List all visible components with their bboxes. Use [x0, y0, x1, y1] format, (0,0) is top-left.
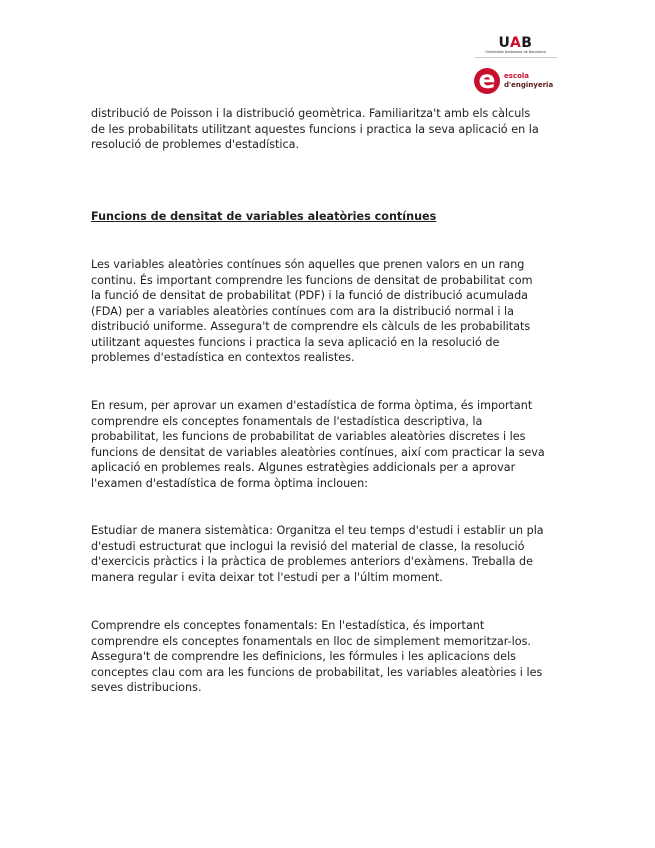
- escola-enginyeria-logo: [474, 66, 564, 102]
- uab-logo-subtitle: Universitat Autònoma de Barcelona: [485, 50, 546, 54]
- paragraph-fundamental-concepts: Comprendre els conceptes fonamentals: En l'estadística, és important comprendre els conceptes fonamentals en lloc de simplement memoritzar-los. Assegura't de comprendre les definicions, les fórmules i les aplicacions dels conceptes clau com ara les funcions de probabilitat, les variables aleatòries i les seves distribucions.: [91, 619, 543, 694]
- header-logos: [468, 36, 563, 104]
- uab-logo: [468, 36, 563, 58]
- uab-logo-mark: UAB: [498, 35, 533, 51]
- paragraph-systematic-study: Estudiar de manera sistemàtica: Organitza el teu temps d'estudi i establir un pla d'estudi estructurat que inclogui la revisió del material de classe, la resolució d'exercicis pràctics i la pràctica de problemes anteriors d'exàmens. Treballa de manera regular i evita deixar tot l'estudi per a l'últim moment.: [91, 524, 544, 584]
- section-heading: Funcions de densitat de variables aleatòries contínues: [91, 210, 437, 223]
- paragraph-summary: En resum, per aprovar un examen d'estadística de forma òptima, és important comprendre els conceptes fonamentals de l'estadística descriptiva, la probabilitat, les funcions de probabilitat de variables aleatòries discretes i les funcions de densitat de variables aleatòries contínues, així com practicar la seva aplicació en problemes reals. Algunes estratègies addicionals per a aprovar l'examen d'estadística de forma òptima inclouen:: [91, 399, 545, 490]
- escola-logo-initial: e: [478, 65, 496, 94]
- paragraph-continuous-variables: Les variables aleatòries contínues són aquelles que prenen valors en un rang continu. És important comprendre les funcions de densitat de probabilitat com la funció de densitat de probabilitat (PDF) i la funció de distribució acumulada (FDA) per a variables aleatòries contínues com ara la distribució normal i la distribució uniforme. Assegura't de comprendre els càlculs de les probabilitats utilitzant aquestes funcions i practica la seva aplicació en la resolució de problemes d'estadística en contextos realistes.: [91, 258, 533, 364]
- escola-logo-text: escola d'enginyeria: [504, 72, 554, 89]
- uab-logo-divider: [475, 57, 557, 58]
- paragraph-intro: distribució de Poisson i la distribució geomètrica. Familiaritza't amb els càlculs de les probabilitats utilitzant aquestes funcions i practica la seva aplicació en la resolució de problemes d'estadística.: [91, 107, 539, 151]
